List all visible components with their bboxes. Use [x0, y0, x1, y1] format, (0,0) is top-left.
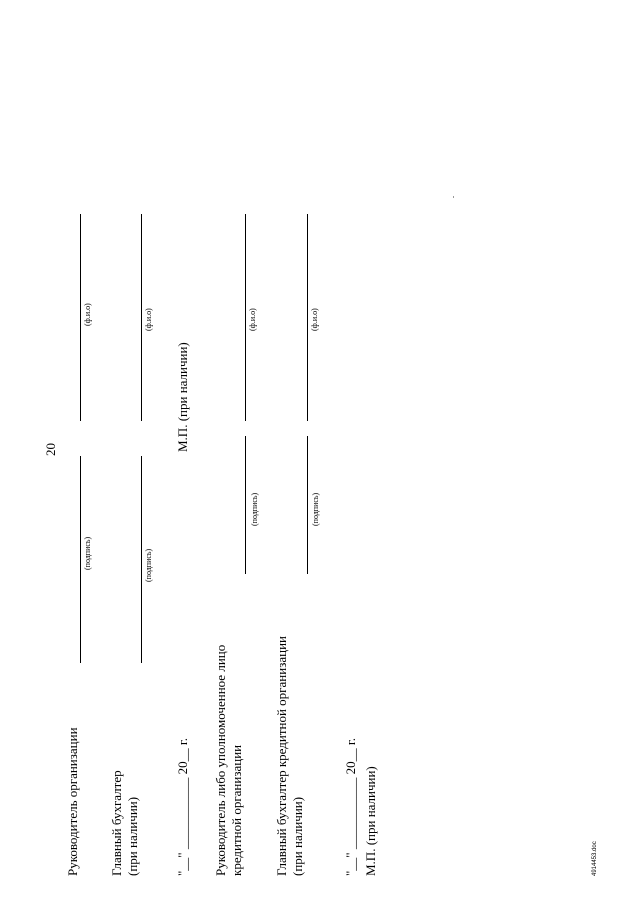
chief-accountant-label: Главный бухгалтер [109, 770, 124, 876]
credit-accountant-signature-caption: (подпись) [311, 492, 320, 526]
scan-speck [453, 196, 454, 198]
chief-accountant-signature-caption: (подпись) [144, 548, 153, 582]
page-number: 20 [43, 443, 58, 456]
credit-head-label: Руководитель либо уполномоченное лицо [213, 644, 228, 876]
org-head-signature-caption: (подпись) [83, 536, 92, 570]
org-head-signature-line [80, 456, 81, 663]
org-head-label: Руководитель организации [65, 727, 80, 876]
credit-head-signature-line [245, 436, 246, 574]
date-line-1: "__" ___________ 20__ г. [175, 738, 190, 876]
date-line-2: "__" ___________ 20__ г. [343, 738, 358, 876]
credit-head-name-caption: (ф.и.о) [248, 308, 257, 331]
chief-accountant-note: (при наличии) [125, 796, 140, 876]
chief-accountant-name-caption: (ф.и.о) [144, 308, 153, 331]
credit-accountant-note: (при наличии) [290, 796, 305, 876]
stamp-placeholder-1: М.П. (при наличии) [175, 342, 190, 452]
chief-accountant-signature-line [141, 456, 142, 663]
credit-accountant-name-caption: (ф.и.о) [310, 308, 319, 331]
credit-accountant-signature-line [307, 436, 308, 574]
org-head-name-caption: (ф.и.о) [83, 303, 92, 326]
credit-accountant-name-line [307, 214, 308, 421]
credit-head-label-org: кредитной организации [229, 744, 244, 876]
org-head-name-line [80, 214, 81, 421]
credit-head-name-line [245, 214, 246, 421]
credit-accountant-label: Главный бухгалтер кредитной организации [274, 636, 289, 876]
credit-head-signature-caption: (подпись) [250, 492, 259, 526]
stamp-placeholder-2: М.П. (при наличии) [363, 766, 378, 876]
doc-id: 4914453.doc [592, 841, 598, 876]
chief-accountant-name-line [141, 214, 142, 421]
